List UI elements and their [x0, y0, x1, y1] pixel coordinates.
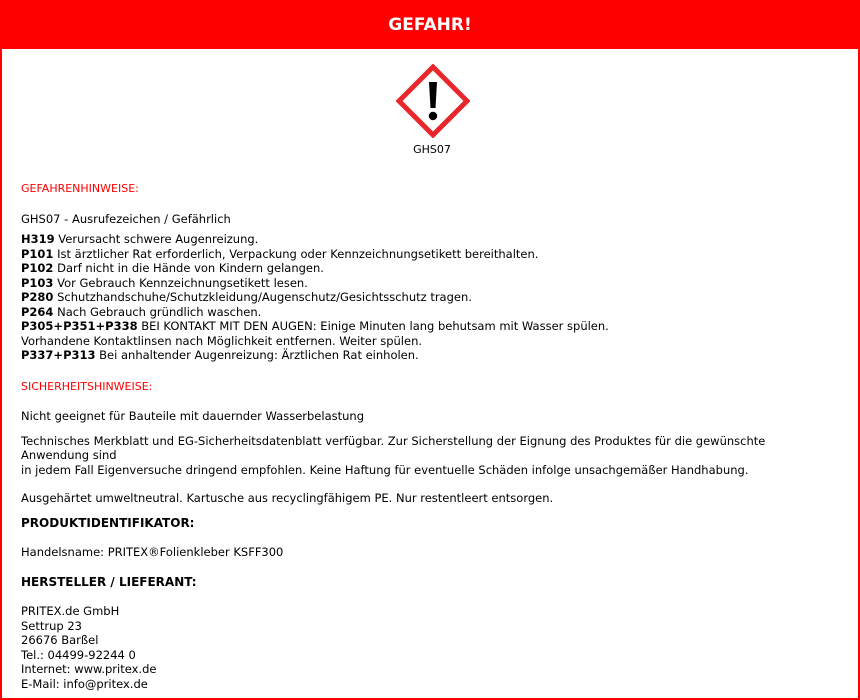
danger-banner: GEFAHR! — [2, 2, 858, 49]
email: E-Mail: info@pritex.de — [21, 676, 148, 691]
safety-note-disposal: Ausgehärtet umweltneutral. Kartusche aus recyclingfähigem PE. Nur restentleert entsorgen. — [21, 491, 554, 505]
hazard-statements — [21, 232, 821, 363]
statement-line: P280 Schutzhandschuhe/Schutzkleidung/Augenschutz/Gesichtsschutz tragen. — [21, 290, 472, 304]
ghs-code-label: GHS07 — [413, 143, 451, 156]
safety-section-heading: SICHERHEITSHINWEISE: — [21, 379, 153, 393]
manufacturer-address — [21, 604, 821, 691]
trade-name: Handelsname: PRITEX®Folienkleber KSFF300 — [21, 545, 284, 559]
statement-line: P102 Darf nicht in die Hände von Kindern gelangen. — [21, 261, 324, 275]
street: Settrup 23 — [21, 618, 82, 633]
statement-line: P305+P351+P338 BEI KONTAKT MIT DEN AUGEN: Einige Minuten lang behutsam mit Wasser spülen. — [21, 319, 609, 333]
safety-note-datasheet: Technisches Merkblatt und EG-Sicherheitsdatenblatt verfügbar. Zur Sicherstellung der Eignung des Produktes für die gewünschte Anwendung sind in jedem Fall Eigenversuche dringend empfohlen. Keine Haftung für eventuelle Schäden infolge unsachgemäßer Handhabung. — [21, 433, 766, 477]
manufacturer-heading: HERSTELLER / LIEFERANT: — [21, 574, 197, 589]
city: 26676 Barßel — [21, 633, 99, 647]
safety-note-water: Nicht geeignet für Bauteile mit dauernder Wasserbelastung — [21, 409, 365, 423]
hazard-section-heading: GEFAHRENHINWEISE: — [21, 182, 139, 195]
exclamation-mark-icon — [396, 64, 470, 138]
statement-line: P101 Ist ärztlicher Rat erforderlich, Verpackung oder Kennzeichnungsetikett bereithalten. — [21, 246, 539, 261]
internet: Internet: www.pritex.de — [21, 662, 157, 676]
label-content — [21, 182, 821, 691]
statement-line: H319 Verursacht schwere Augenreizung. — [21, 232, 259, 246]
phone: Tel.: 04499-92244 0 — [21, 647, 136, 662]
statement-line: P337+P313 Bei anhaltender Augenreizung: Ärztlichen Rat einholen. — [21, 348, 419, 362]
statement-line: P264 Nach Gebrauch gründlich waschen. — [21, 304, 262, 319]
ghs-description: GHS07 - Ausrufezeichen / Gefährlich — [21, 211, 231, 226]
company-name: PRITEX.de GmbH — [21, 604, 120, 618]
statement-line: P103 Vor Gebrauch Kennzeichnungsetikett lesen. — [21, 275, 308, 290]
statement-line: Vorhandene Kontaktlinsen nach Möglichkeit entfernen. Weiter spülen. — [21, 333, 423, 348]
product-identifier-heading: PRODUKTIDENTIFIKATOR: — [21, 515, 195, 530]
